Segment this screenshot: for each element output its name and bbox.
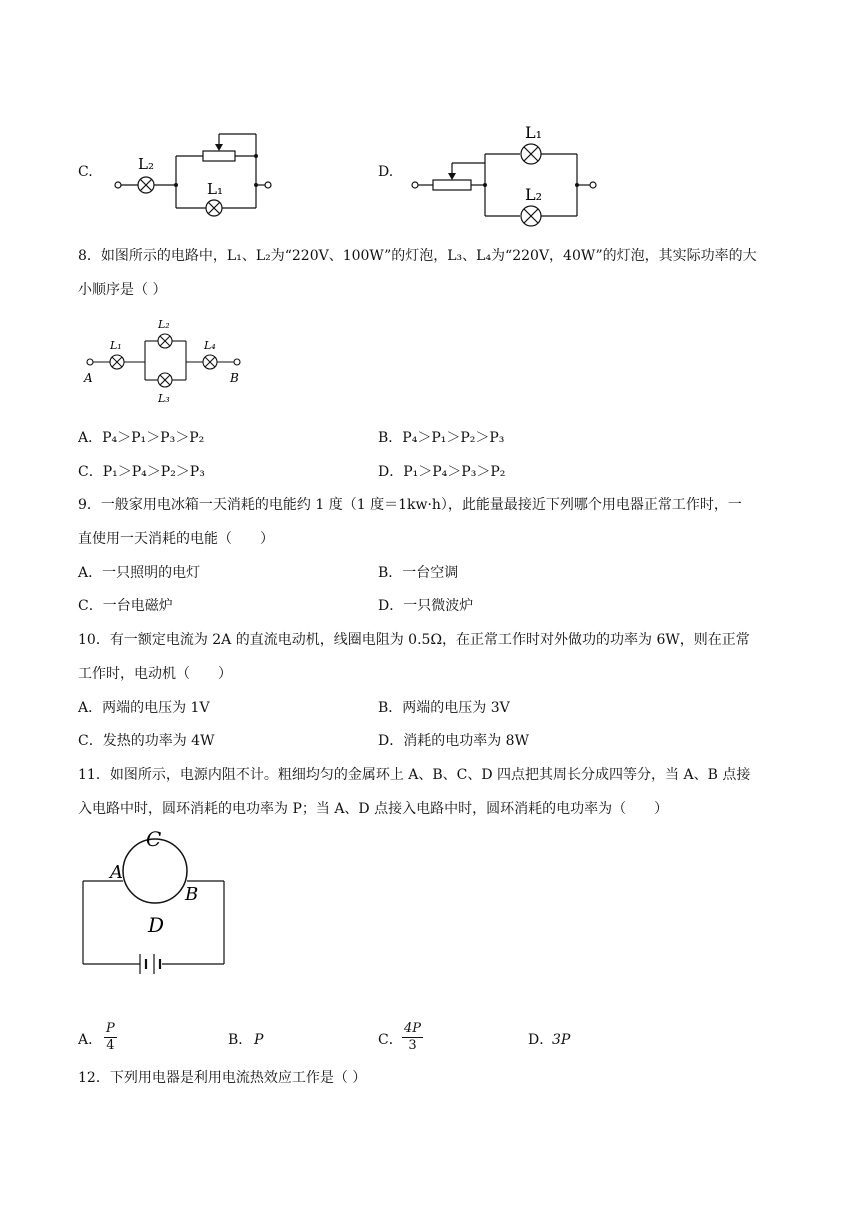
fig-l2: L₂: [158, 318, 170, 331]
ring-point-a: A: [110, 862, 123, 883]
q10-option-d[interactable]: D．消耗的电功率为 8W: [378, 733, 529, 749]
q7-option-c-label[interactable]: C.: [78, 164, 93, 180]
q11-option-b-value: P: [254, 1032, 264, 1048]
q8-option-c[interactable]: C．P₁＞P₄＞P₂＞P₃: [78, 464, 205, 480]
ring-point-b: B: [185, 884, 199, 905]
lamp-l1-icon: [110, 355, 124, 369]
q7-option-c-circuit: [108, 124, 278, 220]
rheostat-icon: [203, 151, 235, 161]
fig-l4: L₄: [204, 339, 216, 352]
q10-option-c[interactable]: C．发热的功率为 4W: [78, 733, 215, 749]
fig-l1: L₁: [110, 339, 122, 352]
q11-stem-line1: 11．如图所示，电源内阻不计。粗细均匀的金属环上 A、B、C、D 四点把其周长分成四等分，当 A、B 点接: [78, 767, 751, 783]
q8-option-d[interactable]: D．P₁＞P₄＞P₃＞P₂: [378, 464, 506, 480]
q10-stem-line2: 工作时，电动机（ ）: [78, 666, 232, 682]
lamp-l4-icon: [203, 355, 217, 369]
q8-option-a[interactable]: A．P₄＞P₁＞P₃＞P₂: [78, 430, 205, 446]
q7-option-d-label[interactable]: D.: [378, 164, 394, 180]
rheostat-icon: [433, 180, 471, 190]
d-lamp-top-label: L₁: [525, 123, 543, 142]
q12-stem-line1: 12．下列用电器是利用电流热效应工作是（ ）: [78, 1070, 367, 1086]
ring-point-d: D: [148, 913, 165, 937]
q11-option-b-label[interactable]: B．: [228, 1032, 253, 1048]
fig-l3: L₃: [158, 392, 170, 405]
q11-option-d-label[interactable]: D．: [528, 1032, 554, 1048]
d-lamp-bottom-label: L₂: [525, 185, 543, 204]
q10-option-b[interactable]: B．两端的电压为 3V: [378, 700, 510, 716]
lamp-l2-icon: [521, 206, 541, 226]
q11-ring-circuit-figure: [78, 826, 238, 976]
ring-point-c: C: [146, 827, 162, 851]
lamp-l1-icon: [206, 200, 222, 216]
lamp-l1-icon: [521, 144, 541, 164]
q7-option-d-circuit: [405, 120, 605, 230]
fraction-denominator: 4: [106, 1038, 115, 1053]
q11-option-a-label[interactable]: A．: [78, 1032, 103, 1048]
battery-icon: [140, 954, 160, 974]
q9-stem-line2: 直使用一天消耗的电能（ ）: [78, 531, 274, 547]
lamp-l2-icon: [138, 177, 154, 193]
q8-stem-line2: 小顺序是（ ）: [78, 282, 167, 298]
q8-stem-line1: 8．如图所示的电路中，L₁、L₂为“220V、100W”的灯泡，L₃、L₄为“220V，40W”的灯泡，其实际功率的大: [78, 248, 757, 264]
fraction-denominator: 3: [408, 1038, 417, 1053]
q11-option-a-fraction: [104, 1021, 117, 1054]
q11-option-c-fraction: [402, 1021, 423, 1054]
q9-option-a[interactable]: A．一只照明的电灯: [78, 565, 201, 581]
q10-stem-line1: 10．有一额定电流为 2A 的直流电动机，线圈电阻为 0.5Ω，在正常工作时对外做功的功率为 6W，则在正常: [78, 632, 750, 648]
q11-stem-line2: 入电路中时，圆环消耗的电功率为 P；当 A、D 点接入电路中时，圆环消耗的电功率为（ ）: [78, 801, 669, 817]
lamp-l3-icon: [158, 373, 172, 387]
q9-stem-line1: 9．一般家用电冰箱一天消耗的电能约 1 度（1 度＝1kw·h），此能量最接近下列哪个用电器正常工作时，一: [78, 497, 742, 513]
fig-a: A: [84, 371, 93, 385]
lamp-l2-icon: [158, 334, 172, 348]
q9-option-c[interactable]: C．一台电磁炉: [78, 598, 173, 614]
c-lamp-top-label: L₂: [138, 155, 154, 173]
fraction-numerator: P: [106, 1021, 115, 1036]
q11-option-d-value: 3P: [552, 1032, 571, 1048]
q9-option-d[interactable]: D．一只微波炉: [378, 598, 474, 614]
fig-b: B: [230, 371, 239, 385]
fraction-numerator: 4P: [404, 1021, 422, 1036]
q10-option-a[interactable]: A．两端的电压为 1V: [78, 700, 210, 716]
q11-option-c-label[interactable]: C．: [378, 1032, 403, 1048]
c-lamp-bottom-label: L₁: [207, 180, 223, 198]
q8-option-b[interactable]: B．P₄＞P₁＞P₂＞P₃: [378, 430, 505, 446]
q9-option-b[interactable]: B．一台空调: [378, 565, 459, 581]
q8-circuit-figure: [80, 316, 255, 406]
